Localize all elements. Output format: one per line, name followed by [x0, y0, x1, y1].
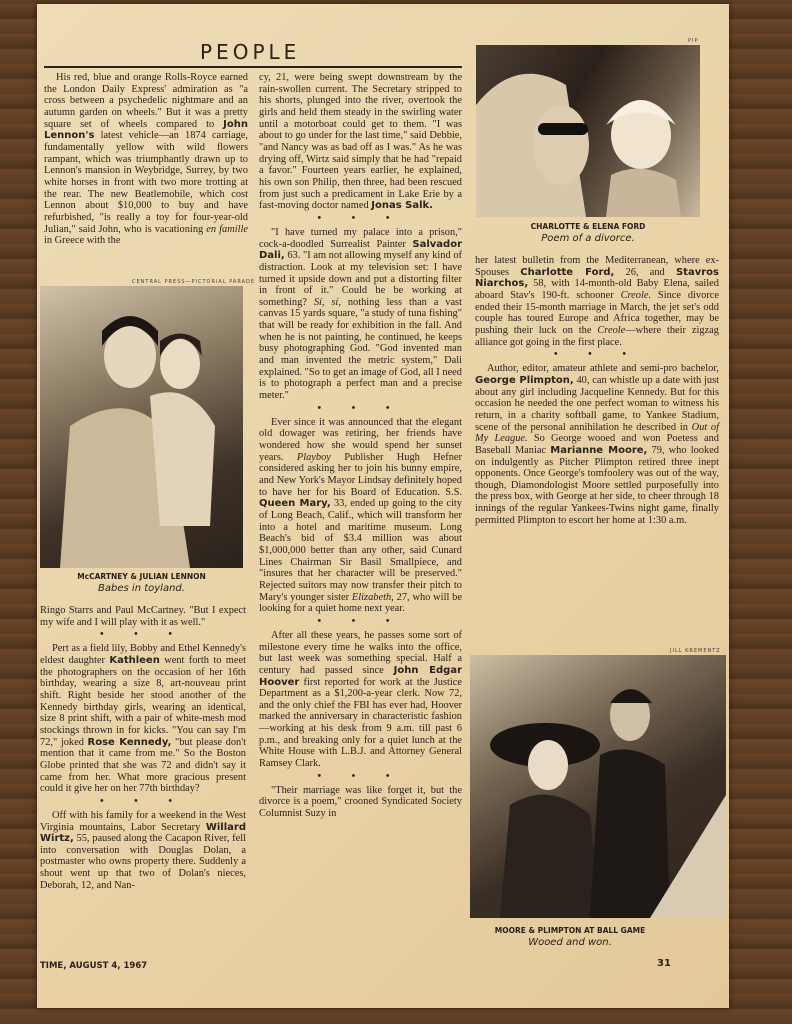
paragraph [44, 72, 248, 247]
italic-text: Sí, sí, [313, 296, 341, 308]
text-run: her latest bulletin from the Mediterranean, where ex-Spouses [475, 255, 719, 278]
text-run: went forth to meet the photographers on the occasion of her 16th birthday, wearing a size 8, art-nouveau print shift. Right beside her stood another of the Kennedy birthday girls, wearing an identical, size 8 print shift, with a pair of white-mesh mod stockings thrown in for kicks. "You can say I'm 72," joked [40, 654, 246, 748]
column-3 [475, 255, 719, 526]
person-name: Marianne Moore, [550, 444, 648, 456]
paragraph [259, 417, 462, 615]
paragraph [259, 227, 462, 402]
text-run: Ringo Starrs and Paul McCartney. "But I expect my wife and I will play with it as well." [40, 605, 246, 628]
photo-mccartney-julian [40, 286, 243, 568]
section-separator: • • • [317, 615, 404, 627]
person-name: Queen Mary, [259, 498, 331, 510]
caption-tagline: Poem of a divorce. [541, 233, 635, 244]
text-run: first reported for work at the Justice Department as a $1,200-a-year clerk. Now 72, and the only chief the FBI has ever had, Hoover marked the anniversary in characteristic fashion—working at his desk from 9 a.m. till past 6 p.m., and breaking only for a quiet lunch at the White House with L.B.J. and Attorney General Ramsey Clark. [259, 676, 462, 770]
text-run: in Greece with the [44, 235, 121, 247]
italic-text: Playboy [296, 451, 331, 463]
person-name: John Edgar Hoover [259, 664, 462, 688]
photo-figures-icon [470, 655, 726, 918]
person-name: Kathleen [109, 654, 160, 666]
photo-figures-icon [40, 286, 243, 568]
paragraph [40, 643, 246, 795]
person-name: John Lennon's [44, 118, 248, 142]
text-run: Pert as a field lily, Bobby and Ethel Kennedy's eldest daughter [40, 643, 246, 666]
italic-text: Creole [597, 324, 626, 336]
italic-text: Out of My League. [475, 421, 719, 445]
section-separator: • • • [553, 349, 641, 361]
text-run: "Their marriage was like forget it, but the divorce is a poem," crooned Syndicated Society Columnist Suzy in [259, 784, 462, 820]
text-run: —where their zigzag alliance got going in the first place. [475, 324, 719, 348]
text-run: His red, blue and orange Rolls-Royce earned the London Daily Express' admiration as "a cross between a psychedelic nightmare and an autumn garden on wheels." But it was a pretty square set of wheels compared to [44, 72, 248, 130]
photo-credit: PIP [688, 38, 699, 44]
paragraph [259, 630, 462, 770]
caption-names: McCARTNEY & JULIAN LENNON [77, 572, 206, 581]
page-number: 31 [657, 958, 671, 969]
column-1-bottom [40, 605, 246, 891]
photo-credit: CENTRAL PRESS—PICTORIAL PARADE [132, 279, 256, 285]
text-run: "I have turned my palace into a prison," cock-a-doodled Surrealist Painter [259, 226, 462, 250]
person-name: Salvador Dali, [259, 238, 462, 262]
person-name: Stavros Niarchos, [475, 266, 719, 290]
photo-charlotte-elena-ford [476, 45, 700, 217]
text-run: "but please don't mention that it came from me." So the Boston Globe printed that she was 72 and didn't say it came from her. What more gracious present could it give her on her 77th birthday? [40, 736, 246, 795]
text-run: 40, can whistle up a date with just about any girl including Jacqueline Kennedy. But for this occasion he needed the one perfect woman to witness his return, in a charity softball game, to Yankee Stadium, scene of the personal annihilation he described in [475, 374, 720, 433]
caption-tagline: Wooed and won. [528, 937, 612, 948]
text-run: 26, and [614, 266, 676, 278]
text-run: Since divorce ended their 15-month marriage in March, the jet set's odd couple has toured Europe and Africa together, may be pushing their luck on the [475, 289, 719, 336]
paragraph [475, 255, 719, 348]
italic-text: en famille [206, 223, 249, 235]
text-run: latest vehicle—an 1874 carriage, fundamentally yellow with wild flowers rampant, which was triumphantly drawn up to Lennon's mansion in Weybridge, Surrey, by two white horses in front with two more trotting at the rear. The new Beatlemobile, which cost Lennon about $10,000 to buy and have refurbished, "is really a toy for four-year-old Julian," said John, who is vacationing [44, 130, 248, 235]
caption-ford [476, 222, 700, 244]
section-separator: • • • [317, 402, 404, 414]
text-run: 79, who looked on indulgently as Pitcher Plimpton retired three inept opponents. Once George's tomfoolery was out of the way, though, Diamondologist Moore settled purposefully into the press box, with George at her side, to cheer through 18 innings of the regular Yankees-Twins night game, finally permitted Plimpton to escort her home at 1:30 a.m. [475, 444, 719, 526]
text-run: Ever since it was announced that the elegant old dowager was retiring, her friends have wondered how she would spend her sunset years. [259, 416, 462, 463]
italic-text: Elizabeth, [351, 591, 394, 603]
text-run: Author, editor, amateur athlete and semi-pro bachelor, [487, 363, 719, 375]
caption-names: MOORE & PLIMPTON AT BALL GAME [494, 926, 646, 935]
section-separator: • • • [99, 795, 187, 807]
text-run: 33, ended up going to the city of Long Beach, Calif., which will transform her into a hotel and maritime museum. Long Beach's bid of $3.4 million was about $1,000,000 better than any other, said Cunard Lines Chairman Sir Basil Smallpiece, and "insures that her character will be preserved." Rejected suitors may now transfer their pitch to Mary's younger sister [259, 498, 462, 603]
caption-moore [470, 926, 670, 948]
caption-lennon [40, 572, 243, 594]
section-title: PEOPLE [200, 40, 301, 64]
column-1-top [44, 72, 248, 247]
paragraph [40, 810, 246, 892]
section-separator: • • • [317, 770, 404, 782]
paragraph [475, 363, 719, 526]
text-run: nothing less than a vast canvas 15 yards square, "a study of tuna fishing" that will be ready for exhibition in the fall. And when he is not painting, he continued, he keeps busy photographing God. "God invented man and man invented the metric system," Dali explained. "So to get an image of God, all I need is to photograph a perfect man and a precise meter." [259, 296, 462, 402]
section-separator: • • • [317, 212, 404, 224]
text-run: So George wooed and won Poetess and Baseball Maniac [475, 433, 719, 456]
text-run: 58, with 14-month-old Baby Elena, sailed aboard Stav's 190-ft. schooner [475, 278, 719, 301]
text-run: 55, paused along the Cacapon River, fell into conversation with Douglas Dolan, a postmaster who owns property there. Suddenly a shout went up that two of Dolan's nieces, Deborah, 12, and Nan- [40, 833, 246, 891]
person-name: Charlotte Ford, [520, 266, 615, 278]
text-run: Publisher Hugh Hefner considered asking her to join his bunny empire, and New York's Mayor Lindsay definitely hoped to have her for his Board of Education. S.S. [259, 451, 463, 498]
column-2 [259, 72, 462, 820]
text-run: 27, who will be looking for a quiet home next year. [259, 591, 462, 615]
photo-figures-icon [476, 45, 700, 217]
paragraph [259, 72, 462, 212]
person-name: Willard Wirtz, [40, 821, 246, 845]
paragraph [40, 605, 246, 628]
person-name: Jonas Salk. [371, 200, 433, 212]
text-run: cy, 21, were being swept downstream by the rain-swollen current. The Secretary stripped to his shorts, plunged into the river, overtook the girls and held them steady in the swirling water until a motorboat could get to them. "I was about to go under for the last time," said Debbie, "and Nancy was as bad off as I was." As he was drying off, Wirtz said simply that he had "repaid a favor." Fourteen years earlier, he explained, his own son Philip, then three, had been rescued from just such a predicament in Lake Erie by a fast-moving doctor named [259, 72, 462, 212]
title-rule [44, 66, 462, 68]
paragraph [259, 785, 462, 820]
italic-text: Creole. [620, 289, 652, 301]
person-name: George Plimpton, [475, 374, 574, 386]
caption-tagline: Babes in toyland. [98, 583, 185, 594]
person-name: Rose Kennedy, [87, 736, 172, 748]
text-run: After all these years, he passes some sort of milestone every time he walks into the office, but last week was something special. Half a century had passed since [259, 629, 462, 676]
section-separator: • • • [99, 629, 187, 641]
photo-moore-plimpton [470, 655, 726, 918]
caption-names: CHARLOTTE & ELENA FORD [530, 222, 646, 231]
text-run: Off with his family for a weekend in the West Virginia mountains, Labor Secretary [40, 809, 246, 833]
issue-footer: TIME, AUGUST 4, 1967 [40, 961, 148, 971]
photo-credit: JILL KREMENTZ [670, 648, 721, 654]
text-run: 63. "I am not allowing myself any kind of distraction. Look at my television set: I have turned it upside down and put a distorting filter in front of it." Could he be working at something? [259, 250, 462, 308]
